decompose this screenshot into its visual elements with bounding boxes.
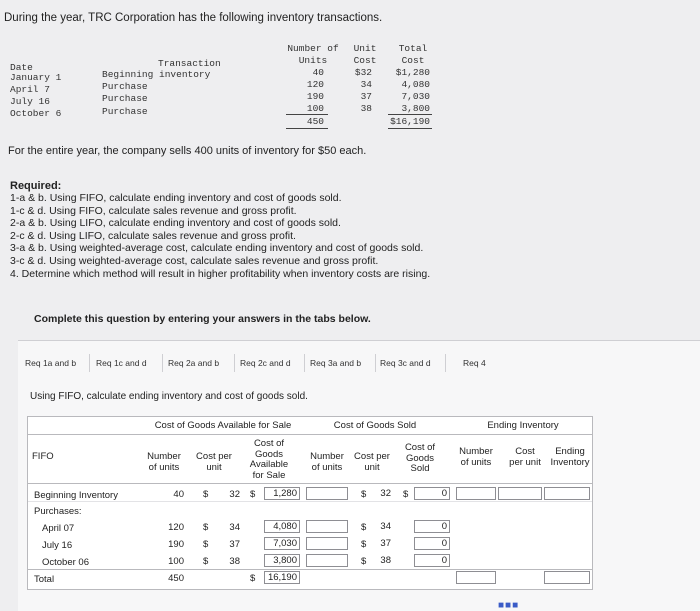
problem-row-date: July 16 [10,96,50,107]
ending-total-units-input[interactable] [456,571,496,584]
problem-row-unitcost: 37 [360,91,372,102]
header-sold-cost: Cost per unit [354,451,390,473]
currency-symbol: $ [203,556,209,567]
currency-symbol: $ [250,489,256,500]
problem-header-unitcost-2: Cost [353,55,377,66]
tab-divider [445,354,446,372]
tab-req-2ab[interactable]: Req 2a and b [168,358,220,368]
header-fifo: FIFO [32,451,54,462]
begin-sold-units-input[interactable] [306,487,348,500]
tab-req-2cd[interactable]: Req 2c and d [240,358,291,368]
problem-row-total: 4,080 [401,79,430,90]
currency-symbol: $ [361,522,367,533]
purchase-units: 190 [168,539,184,550]
problem-header-unitcost-1: Unit [353,43,377,54]
problem-row-date: April 7 [10,84,50,95]
problem-header-total-2: Cost [401,55,425,66]
begin-sold-unit-cost[interactable]: 32 [370,487,394,500]
complete-instructions: Complete this question by entering your answers in the tabs below. [34,313,371,325]
problem-total-units: 450 [306,116,324,127]
tab-req-1cd[interactable]: Req 1c and d [96,358,147,368]
required-item: 2-c & d. Using LIFO, calculate sales revenue and gross profit. [10,229,296,242]
header-avail-total: Cost of Goods Available for Sale [249,438,289,481]
purchase-sold-total-input[interactable]: 0 [414,520,450,533]
purchase-sold-unit-cost[interactable]: 38 [370,554,394,567]
problem-intro: During the year, TRC Corporation has the following inventory transactions. [4,12,383,24]
tab-req-4[interactable]: Req 4 [463,358,486,368]
ending-units-input[interactable] [456,487,496,500]
currency-symbol: $ [361,556,367,567]
tab-req-3ab[interactable]: Req 3a and b [310,358,362,368]
header-divider [28,483,592,484]
tab-divider [234,354,235,372]
required-item: 4. Determine which method will result in higher profitability when inventory costs are rising. [10,267,431,280]
currency-symbol: $ [403,489,409,500]
ending-inventory-input[interactable] [544,487,590,500]
tab-req-1ab[interactable]: Req 1a and b [25,358,77,368]
purchase-units: 100 [168,556,184,567]
required-item: 1-a & b. Using FIFO, calculate ending inventory and cost of goods sold. [10,192,342,204]
problem-header-units-2: Units [298,55,328,66]
problem-row-unitcost: 38 [360,103,372,114]
problem-row-unitcost: 34 [360,79,372,90]
purchase-total-input[interactable]: 3,800 [264,554,300,567]
section-title: Using FIFO, calculate ending inventory and cost of goods sold. [30,391,308,402]
required-item: 2-a & b. Using LIFO, calculate ending inventory and cost of goods sold. [10,217,341,230]
row-label-beginning: Beginning Inventory [34,490,118,501]
purchase-total-input[interactable]: 4,080 [264,520,300,533]
problem-total-cost: $16,190 [390,116,430,127]
row-label-purchases: Purchases: [34,506,82,517]
row-label-april: April 07 [42,523,75,534]
cost-double-rule [388,128,432,129]
problem-row-transaction: Purchase [102,81,148,92]
required-item: 3-c & d. Using weighted-average cost, calculate sales revenue and gross profit. [10,254,379,267]
total-available-input[interactable]: 16,190 [264,571,300,584]
purchase-sold-total-input[interactable]: 0 [414,554,450,567]
sales-note: For the entire year, the company sells 400 units of inventory for $50 each. [8,145,367,157]
fifo-answer-table [27,416,593,590]
currency-symbol: $ [203,489,209,500]
problem-header-transaction: Transaction [158,58,221,69]
problem-row-total: $1,280 [395,67,430,78]
purchase-units: 120 [168,522,184,533]
currency-symbol: $ [203,522,209,533]
currency-symbol: $ [361,539,367,550]
header-sold-total: Cost of Goods Sold [404,442,436,474]
problem-row-total: 7,030 [401,91,430,102]
total-units: 450 [168,573,184,584]
purchase-sold-units-input[interactable] [306,554,348,567]
row-divider [28,501,592,502]
tab-divider [375,354,376,372]
ending-unit-cost-input[interactable] [498,487,542,500]
begin-unit-cost: 32 [229,489,240,500]
problem-row-units: 120 [306,79,324,90]
tab-divider [89,354,90,372]
purchase-sold-unit-cost[interactable]: 37 [370,537,394,550]
purchase-sold-unit-cost[interactable]: 34 [370,520,394,533]
begin-sold-total-input[interactable]: 0 [414,487,450,500]
problem-header-units-1: Number of [287,43,339,54]
tab-req-3cd[interactable]: Req 3c and d [380,358,431,368]
ending-total-inventory-input[interactable] [544,571,590,584]
total-divider [28,569,592,570]
currency-symbol: $ [361,489,367,500]
header-avail-units: Number of units [147,451,181,473]
currency-symbol: $ [250,573,256,584]
header-end-cost: Cost per unit [509,446,541,468]
required-item: 1-c & d. Using FIFO, calculate sales revenue and gross profit. [10,204,297,217]
required-item: 3-a & b. Using weighted-average cost, calculate ending inventory and cost of goods sold. [10,242,424,255]
purchase-unit-cost: 38 [229,556,240,567]
header-end-units: Number of units [459,446,493,468]
problem-row-units: 100 [306,103,324,114]
tab-divider [304,354,305,372]
problem-header-total-1: Total [398,43,428,54]
problem-row-units: 40 [312,67,324,78]
purchase-unit-cost: 37 [229,539,240,550]
units-double-rule [286,128,328,129]
problem-row-transaction: Beginning inventory [102,69,211,80]
purchase-total-input[interactable]: 7,030 [264,537,300,550]
required-title: Required: [10,180,62,192]
begin-total-input[interactable]: 1,280 [264,487,300,500]
row-label-october: October 06 [42,557,89,568]
purchase-sold-units-input[interactable] [306,520,348,533]
problem-row-units: 190 [306,91,324,102]
begin-units: 40 [173,489,184,500]
problem-row-transaction: Purchase [102,93,148,104]
cost-total-rule [388,114,432,115]
purchase-sold-units-input[interactable] [306,537,348,550]
problem-row-total: 3,800 [401,103,430,114]
problem-row-date: January 1 [10,72,62,83]
header-sold-units: Number of units [310,451,344,473]
header-goods-available: Cost of Goods Available for Sale [154,420,292,431]
purchase-unit-cost: 34 [229,522,240,533]
row-label-july: July 16 [42,540,73,551]
problem-row-date: October 6 [10,108,62,119]
currency-symbol: $ [203,539,209,550]
header-end-total: Ending Inventory [550,446,590,468]
tab-divider [162,354,163,372]
header-avail-cost: Cost per unit [196,451,232,473]
more-indicator-icon: ■■■ [498,600,520,611]
problem-header-date: Date [10,62,33,73]
purchase-sold-total-input[interactable]: 0 [414,537,450,550]
row-label-total: Total [34,574,55,585]
header-ending-inventory: Ending Inventory [487,420,559,431]
header-goods-sold: Cost of Goods Sold [333,420,417,431]
required-list [10,192,430,280]
problem-row-unitcost: $32 [354,67,372,78]
units-total-rule [286,114,328,115]
problem-row-transaction: Purchase [102,106,148,117]
